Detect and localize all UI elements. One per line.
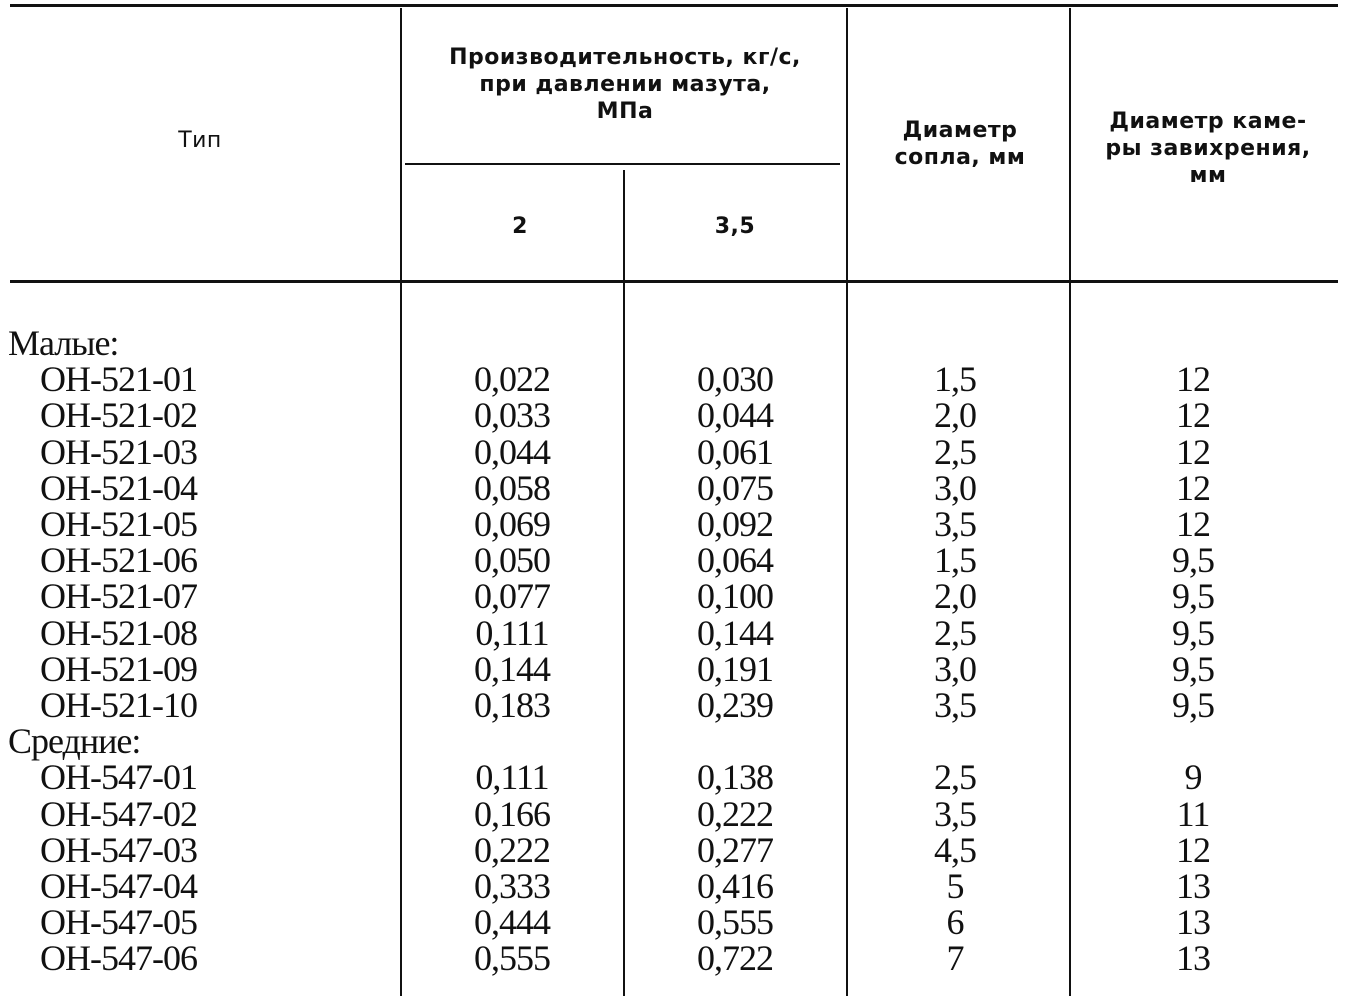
- cell-chamber-diameter: 12: [1176, 431, 1210, 472]
- column-divider-1: [400, 8, 402, 996]
- cell-pressure-3-5: 0,100: [697, 576, 773, 617]
- cell-nozzle-diameter: 4,5: [934, 829, 976, 870]
- cell-type: ОН-521-03: [40, 431, 197, 472]
- header-productivity-line2: при давлении мазута,: [479, 72, 771, 97]
- column-divider-2: [623, 170, 625, 996]
- cell-pressure-2: 0,044: [474, 431, 550, 472]
- cell-pressure-2: 0,033: [474, 395, 550, 436]
- cell-pressure-3-5: 0,064: [697, 540, 773, 581]
- cell-type: ОН-521-08: [40, 612, 197, 653]
- cell-type: ОН-521-10: [40, 685, 197, 725]
- cell-pressure-3-5: 0,191: [697, 648, 773, 689]
- cell-nozzle-diameter: 3,5: [934, 793, 976, 834]
- cell-pressure-3-5: 0,138: [697, 757, 773, 798]
- cell-type: ОН-547-06: [40, 938, 197, 979]
- cell-type: ОН-547-04: [40, 866, 197, 906]
- header-productivity: [405, 44, 845, 125]
- cell-nozzle-diameter: 1,5: [934, 540, 976, 581]
- header-chamber-diameter: [1073, 108, 1343, 189]
- cell-pressure-3-5: 0,044: [697, 395, 773, 436]
- cell-nozzle-diameter: 6: [946, 902, 964, 943]
- cell-type: ОН-547-02: [40, 793, 197, 834]
- cell-chamber-diameter: 9,5: [1172, 648, 1214, 689]
- cell-chamber-diameter: 13: [1176, 902, 1210, 943]
- cell-pressure-3-5: 0,416: [697, 866, 773, 906]
- cell-pressure-3-5: 0,092: [697, 504, 773, 544]
- cell-chamber-diameter: 12: [1176, 467, 1210, 508]
- cell-type: ОН-521-02: [40, 395, 197, 436]
- cell-type: ОН-521-09: [40, 648, 197, 689]
- group-label: Малые:: [8, 323, 119, 363]
- cell-chamber-diameter: 11: [1176, 793, 1210, 834]
- column-divider-3: [846, 8, 848, 996]
- cell-nozzle-diameter: 2,5: [934, 431, 976, 472]
- header-chamber-line2: ры завихрения,: [1105, 136, 1311, 161]
- cell-nozzle-diameter: 3,5: [934, 504, 976, 544]
- cell-nozzle-diameter: 2,5: [934, 757, 976, 798]
- cell-pressure-2: 0,222: [474, 829, 550, 870]
- cell-nozzle-diameter: 7: [946, 938, 964, 979]
- cell-pressure-2: 0,077: [474, 576, 550, 617]
- cell-pressure-2: 0,333: [474, 866, 550, 906]
- cell-pressure-2: 0,144: [474, 648, 550, 689]
- cell-type: ОН-547-05: [40, 902, 197, 943]
- header-pressure-3-5: 3,5: [714, 214, 756, 239]
- cell-pressure-2: 0,050: [474, 540, 550, 581]
- cell-pressure-3-5: 0,030: [697, 359, 773, 400]
- cell-pressure-2: 0,444: [474, 902, 550, 943]
- cell-pressure-2: 0,022: [474, 359, 550, 400]
- header-type: Тип: [178, 128, 222, 153]
- header-nozzle-line1: Диаметр: [902, 118, 1018, 143]
- header-nozzle-diameter: [850, 117, 1070, 171]
- cell-type: ОН-521-01: [40, 359, 197, 400]
- cell-pressure-2: 0,111: [475, 757, 549, 798]
- cell-nozzle-diameter: 2,0: [934, 395, 976, 436]
- cell-chamber-diameter: 9,5: [1172, 685, 1214, 725]
- cell-pressure-3-5: 0,061: [697, 431, 773, 472]
- cell-type: ОН-521-05: [40, 504, 197, 544]
- cell-pressure-3-5: 0,239: [697, 685, 773, 725]
- cell-type: ОН-547-03: [40, 829, 197, 870]
- cell-nozzle-diameter: 3,5: [934, 685, 976, 725]
- cell-chamber-diameter: 12: [1176, 359, 1210, 400]
- header-pressure-2: 2: [512, 214, 528, 239]
- header-chamber-line3: мм: [1189, 163, 1227, 188]
- cell-pressure-3-5: 0,222: [697, 793, 773, 834]
- header-nozzle-line2: сопла, мм: [894, 145, 1026, 170]
- header-bottom-rule: [10, 280, 1338, 283]
- cell-nozzle-diameter: 3,0: [934, 467, 976, 508]
- header-chamber-line1: Диаметр каме-: [1109, 109, 1307, 134]
- cell-chamber-diameter: 13: [1176, 866, 1210, 906]
- cell-pressure-3-5: 0,722: [697, 938, 773, 979]
- cell-nozzle-diameter: 2,0: [934, 576, 976, 617]
- cell-nozzle-diameter: 3,0: [934, 648, 976, 689]
- cell-nozzle-diameter: 1,5: [934, 359, 976, 400]
- cell-pressure-3-5: 0,144: [697, 612, 773, 653]
- cell-pressure-2: 0,166: [474, 793, 550, 834]
- cell-type: ОН-521-04: [40, 467, 197, 508]
- cell-type: ОН-547-01: [40, 757, 197, 798]
- header-productivity-line1: Производительность, кг/с,: [449, 45, 801, 70]
- cell-pressure-3-5: 0,075: [697, 467, 773, 508]
- table-top-rule: [10, 4, 1338, 7]
- cell-pressure-3-5: 0,277: [697, 829, 773, 870]
- cell-chamber-diameter: 13: [1176, 938, 1210, 979]
- cell-chamber-diameter: 9,5: [1172, 612, 1214, 653]
- cell-pressure-2: 0,058: [474, 467, 550, 508]
- header-productivity-line3: МПа: [596, 99, 654, 124]
- header-subrule: [405, 163, 840, 165]
- cell-nozzle-diameter: 2,5: [934, 612, 976, 653]
- cell-nozzle-diameter: 5: [946, 866, 964, 906]
- cell-chamber-diameter: 12: [1176, 504, 1210, 544]
- cell-chamber-diameter: 9: [1184, 757, 1202, 798]
- cell-pressure-2: 0,069: [474, 504, 550, 544]
- cell-pressure-2: 0,111: [475, 612, 549, 653]
- cell-pressure-2: 0,183: [474, 685, 550, 725]
- cell-pressure-2: 0,555: [474, 938, 550, 979]
- cell-type: ОН-521-07: [40, 576, 197, 617]
- cell-chamber-diameter: 9,5: [1172, 540, 1214, 581]
- cell-pressure-3-5: 0,555: [697, 902, 773, 943]
- cell-type: ОН-521-06: [40, 540, 197, 581]
- group-label: Средние:: [8, 721, 141, 762]
- cell-chamber-diameter: 9,5: [1172, 576, 1214, 617]
- cell-chamber-diameter: 12: [1176, 395, 1210, 436]
- cell-chamber-diameter: 12: [1176, 829, 1210, 870]
